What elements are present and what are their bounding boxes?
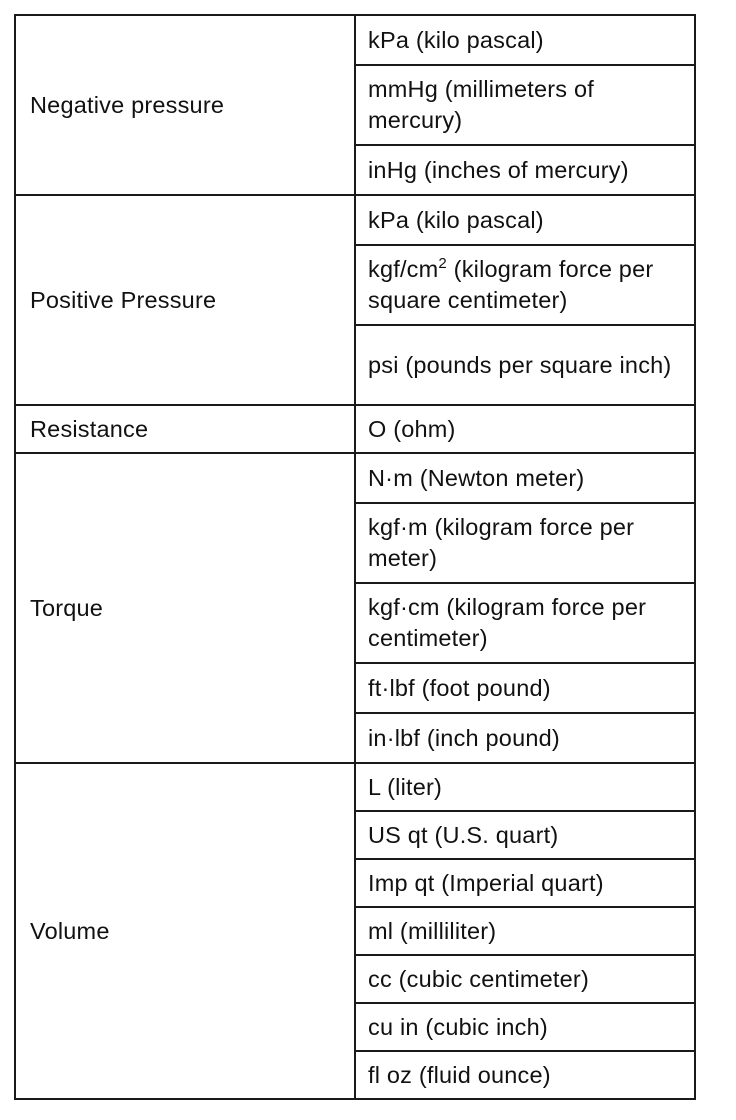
category-positive-pressure: Positive Pressure (15, 195, 355, 405)
unit-text-suffix: (kilogram force per square centimeter) (368, 256, 654, 313)
unit-cell: fl oz (fluid ounce) (355, 1051, 695, 1099)
category-resistance: Resistance (15, 405, 355, 453)
table-row (15, 405, 695, 453)
units-table (14, 14, 696, 1100)
unit-text: kgf/cm (368, 256, 439, 282)
unit-cell: kgf·cm (kilogram force per centimeter) (355, 583, 695, 663)
table-row (15, 453, 695, 503)
table-row (15, 15, 695, 65)
unit-cell: cu in (cubic inch) (355, 1003, 695, 1051)
unit-cell: Ο (ohm) (355, 405, 695, 453)
unit-cell: cc (cubic centimeter) (355, 955, 695, 1003)
table-row (15, 763, 695, 811)
unit-cell: L (liter) (355, 763, 695, 811)
unit-cell: psi (pounds per square inch) (355, 325, 695, 405)
unit-cell: kPa (kilo pascal) (355, 15, 695, 65)
unit-cell: mmHg (millimeters of mercury) (355, 65, 695, 145)
table-row (15, 195, 695, 245)
category-negative-pressure: Negative pressure (15, 15, 355, 195)
unit-cell: in·lbf (inch pound) (355, 713, 695, 763)
superscript-two: 2 (438, 255, 447, 273)
unit-cell: ft·lbf (foot pound) (355, 663, 695, 713)
category-torque: Torque (15, 453, 355, 763)
unit-cell (355, 245, 695, 325)
category-volume: Volume (15, 763, 355, 1099)
unit-cell: US qt (U.S. quart) (355, 811, 695, 859)
unit-cell: Imp qt (Imperial quart) (355, 859, 695, 907)
unit-cell: inHg (inches of mercury) (355, 145, 695, 195)
unit-cell: ml (milliliter) (355, 907, 695, 955)
unit-cell: kPa (kilo pascal) (355, 195, 695, 245)
unit-cell: N·m (Newton meter) (355, 453, 695, 503)
unit-cell: kgf·m (kilogram force per meter) (355, 503, 695, 583)
